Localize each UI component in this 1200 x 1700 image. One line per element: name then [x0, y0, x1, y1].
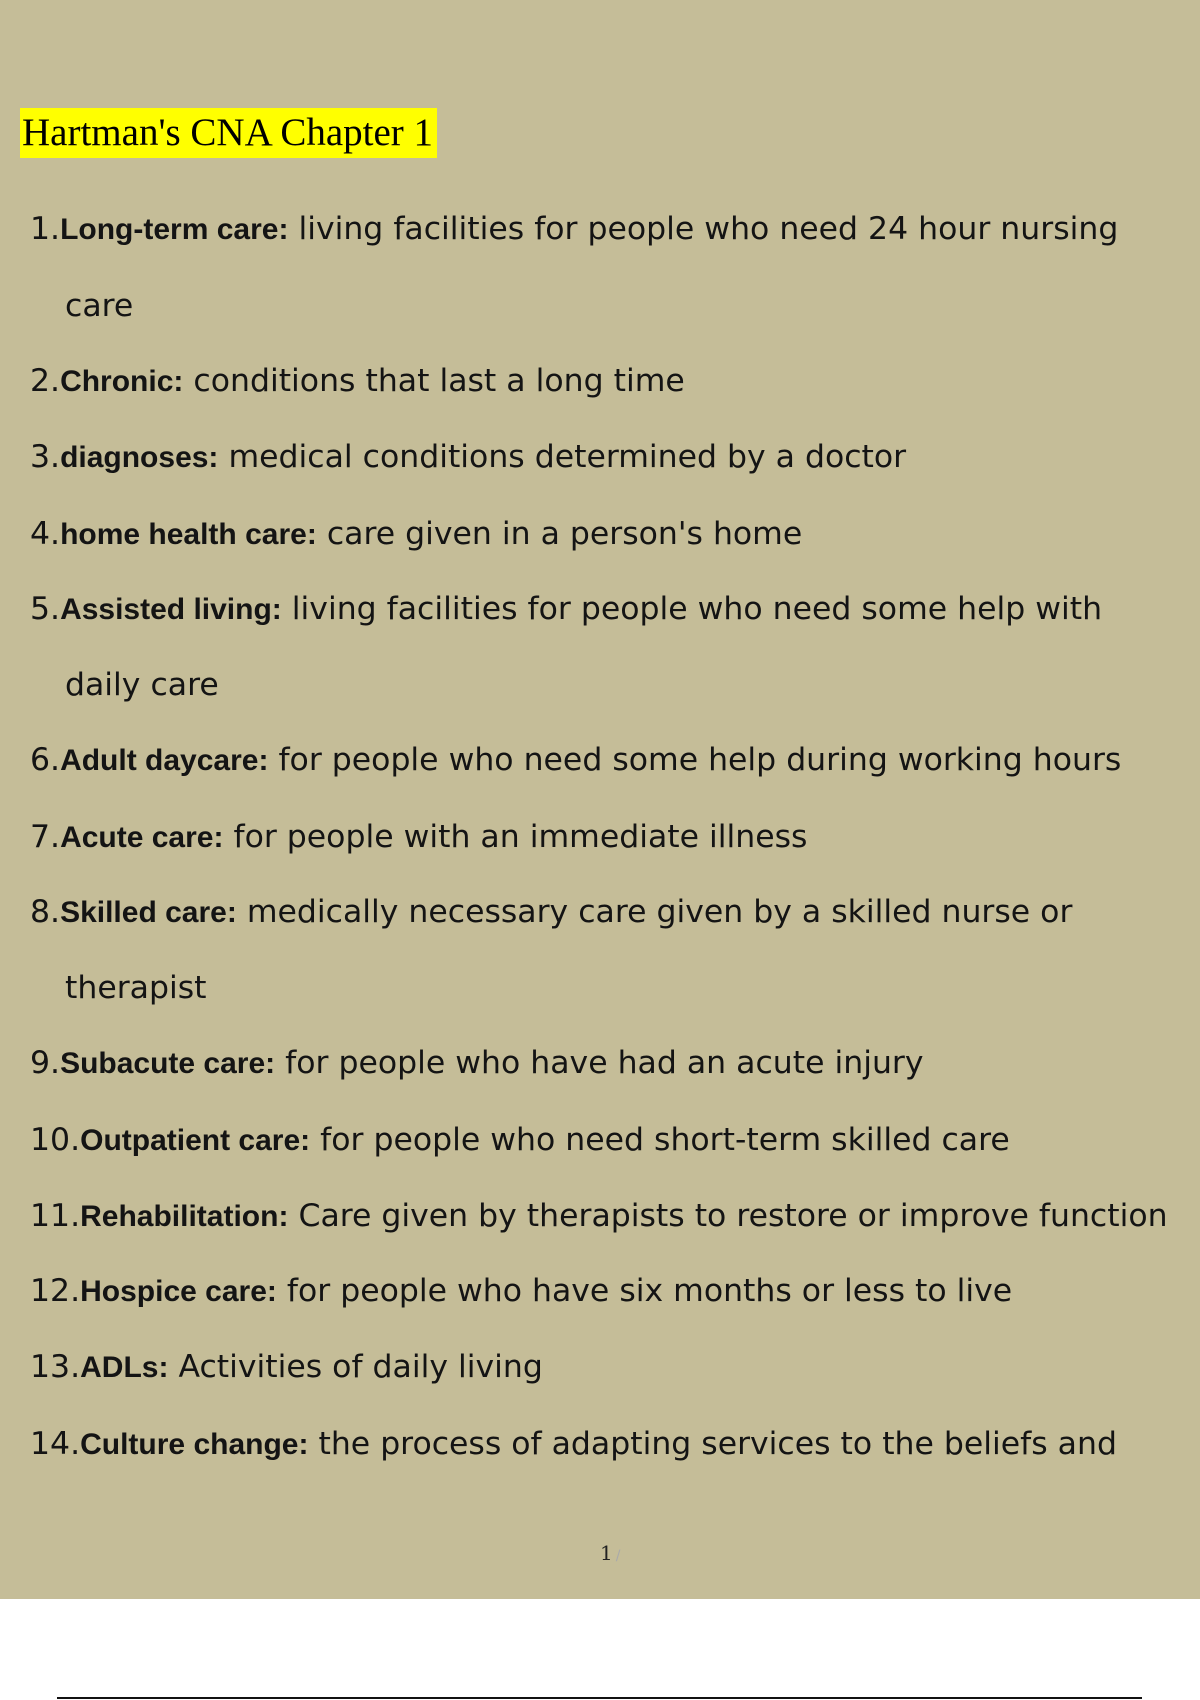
- item-definition: medically necessary care given by a skilled nurse or: [236, 894, 1073, 930]
- item-number: 6.: [30, 742, 61, 778]
- list-item: [30, 1349, 543, 1385]
- item-term: Rehabilitation:: [80, 1200, 289, 1233]
- item-definition: Care given by therapists to restore or improve function: [288, 1198, 1168, 1234]
- item-definition: living facilities for people who need 24 hour nursing: [288, 211, 1119, 247]
- item-term: ADLs:: [80, 1351, 169, 1384]
- item-definition: for people who need some help during working hours: [268, 742, 1122, 778]
- item-term: diagnoses:: [60, 441, 219, 474]
- item-number: 9.: [30, 1045, 61, 1081]
- item-term: Hospice care:: [80, 1275, 277, 1308]
- item-definition: care given in a person's home: [316, 516, 803, 552]
- item-number: 12.: [30, 1273, 81, 1309]
- list-item: [30, 1045, 924, 1081]
- item-definition: for people who need short-term skilled care: [310, 1122, 1010, 1158]
- item-number: 14.: [30, 1426, 81, 1462]
- item-number: 8.: [30, 894, 61, 930]
- item-term: Acute care:: [60, 821, 224, 854]
- list-item: [30, 1426, 1117, 1462]
- item-continuation: care: [65, 288, 134, 324]
- list-item: [30, 1122, 1010, 1158]
- item-term: Assisted living:: [60, 593, 282, 626]
- list-item: [30, 363, 685, 399]
- item-number: 1.: [30, 211, 61, 247]
- list-item: [30, 894, 1072, 930]
- item-definition: for people who have six months or less to live: [276, 1273, 1013, 1309]
- item-number: 2.: [30, 363, 61, 399]
- list-item: [30, 516, 802, 552]
- item-term: Chronic:: [60, 365, 184, 398]
- item-continuation: daily care: [65, 667, 219, 703]
- list-item: [30, 819, 807, 855]
- document-title: Hartman's CNA Chapter 1: [20, 108, 437, 158]
- item-number: 4.: [30, 516, 61, 552]
- item-term: Outpatient care:: [80, 1124, 311, 1157]
- list-item: [30, 591, 1102, 627]
- list-item: [30, 1273, 1012, 1309]
- item-definition: medical conditions determined by a doctor: [218, 439, 907, 475]
- item-term: Subacute care:: [60, 1047, 276, 1080]
- item-definition: for people who have had an acute injury: [275, 1045, 924, 1081]
- item-number: 13.: [30, 1349, 81, 1385]
- list-item: [30, 742, 1121, 778]
- item-number: 3.: [30, 439, 61, 475]
- list-item: [30, 439, 906, 475]
- item-definition: conditions that last a long time: [183, 363, 685, 399]
- item-definition: the process of adapting services to the beliefs and: [308, 1426, 1117, 1462]
- item-number: 7.: [30, 819, 61, 855]
- item-term: home health care:: [60, 518, 317, 551]
- list-item: [30, 211, 1118, 247]
- item-continuation: therapist: [65, 970, 207, 1006]
- item-number: 5.: [30, 591, 61, 627]
- list-item: [30, 1198, 1168, 1234]
- item-term: Adult daycare:: [60, 744, 269, 777]
- item-term: Skilled care:: [60, 896, 237, 929]
- page-separator: /: [615, 1548, 621, 1564]
- page-number: [600, 1541, 620, 1565]
- page-number-value: 1: [600, 1541, 613, 1565]
- item-term: Long-term care:: [60, 213, 289, 246]
- page-divider: [57, 1697, 1142, 1699]
- item-number: 10.: [30, 1122, 81, 1158]
- item-term: Culture change:: [80, 1428, 309, 1461]
- item-definition: for people with an immediate illness: [223, 819, 808, 855]
- item-definition: Activities of daily living: [168, 1349, 543, 1385]
- item-definition: living facilities for people who need some help with: [281, 591, 1103, 627]
- item-number: 11.: [30, 1198, 81, 1234]
